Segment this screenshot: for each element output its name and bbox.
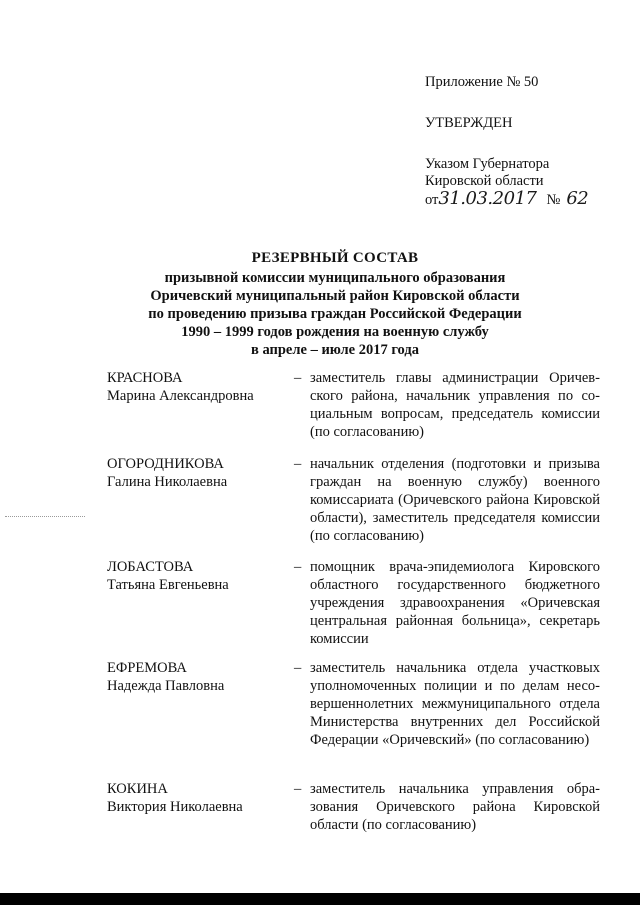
title-line-3: Оричевский муниципальный район Кировской области: [150, 288, 520, 304]
member-name: [107, 558, 287, 594]
member-name: [107, 659, 287, 695]
decree-reference: [425, 156, 625, 209]
separator-dash: –: [294, 456, 302, 472]
member-surname: ЛОБАСТОВА: [107, 559, 194, 575]
member-role: заместитель начальника отдела участковых уполномоченных полиции и по делам несовершеннолетних межмуниципального отдела Министерства внутренних дел Российской Федерации «Оричевский» (по согласованию): [310, 660, 600, 748]
member-role: заместитель начальника управления образования Оричевского района Кировской области (по согласованию): [310, 781, 600, 833]
member-name: [107, 369, 287, 405]
from-prefix: от: [425, 192, 439, 208]
handwritten-date: 31.03.2017: [438, 188, 537, 209]
title-line-1: РЕЗЕРВНЫЙ СОСТАВ: [251, 250, 419, 266]
member-role: помощник врача-эпидемиолога Кировского областного государственного бюджетного учреждения здравоохранения «Оричевская центральная районная больница», секретарь комиссии: [310, 559, 600, 647]
member-surname: КРАСНОВА: [107, 370, 183, 386]
title-line-4: по проведению призыва граждан Российской Федерации: [148, 306, 522, 322]
member-surname: КОКИНА: [107, 781, 168, 797]
number-sign: №: [546, 192, 561, 208]
separator-dash: –: [294, 370, 302, 386]
separator-dash: –: [294, 660, 302, 676]
title-line-6: в апреле – июле 2017 года: [251, 342, 419, 358]
member-given-names: Надежда Павловна: [107, 678, 225, 694]
member-given-names: Марина Александровна: [107, 388, 254, 404]
member-name: [107, 780, 287, 816]
title-line-2: призывной комиссии муниципального образования: [164, 270, 506, 286]
scan-bottom-border: [0, 893, 640, 905]
member-role: заместитель главы администрации Оричевского района, начальник управления по социальным вопросам, председатель комиссии (по согласованию): [310, 370, 600, 440]
separator-dash: –: [294, 559, 302, 575]
scan-artifact-dots: [5, 516, 85, 517]
document-title: [100, 249, 570, 359]
member-given-names: Галина Николаевна: [107, 474, 228, 490]
decree-date-line: [425, 190, 625, 209]
member-surname: ЕФРЕМОВА: [107, 660, 187, 676]
title-line-5: 1990 – 1999 годов рождения на военную службу: [181, 324, 489, 340]
member-surname: ОГОРОДНИКОВА: [107, 456, 224, 472]
member-given-names: Виктория Николаевна: [107, 799, 243, 815]
approval-block: [425, 74, 625, 209]
annex-number: Приложение № 50: [425, 74, 539, 90]
member-name: [107, 455, 287, 491]
decree-line-1: Указом Губернатора: [425, 156, 550, 172]
decree-line-2: Кировской области: [425, 173, 544, 189]
handwritten-number: 62: [566, 188, 589, 209]
member-role: начальник отделения (подготовки и призыва граждан на военную службу) военного комиссариата (Оричевского района Кировской области), заместитель председателя комиссии (по согласованию): [310, 456, 600, 544]
approved-stamp: УТВЕРЖДЕН: [425, 115, 513, 131]
member-given-names: Татьяна Евгеньевна: [107, 577, 229, 593]
separator-dash: –: [294, 781, 302, 797]
